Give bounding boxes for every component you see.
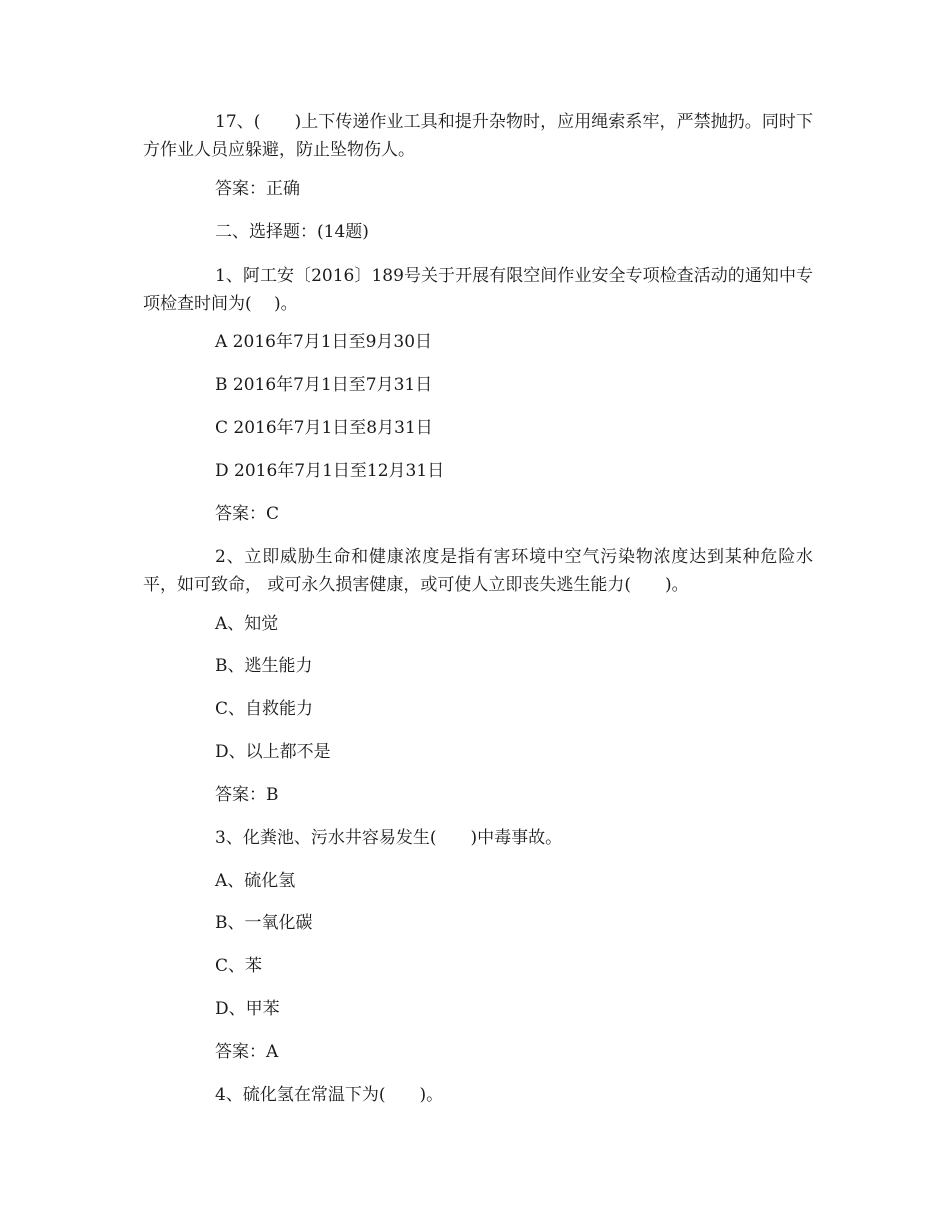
question-3-option-d: D、甲苯	[215, 999, 280, 1019]
question-2-option-d: D、以上都不是	[215, 742, 331, 762]
question-1-option-c: C 2016年7月1日至8月31日	[215, 418, 433, 438]
question-3-answer: 答案：A	[215, 1042, 279, 1062]
question-3-option-a: A、硫化氢	[215, 871, 296, 891]
question-1-option-b: B 2016年7月1日至7月31日	[215, 375, 433, 395]
question-4-stem: 4、硫化氢在常温下为( )。	[215, 1085, 444, 1105]
question-17-true-false: 17、( )上下传递作业工具和提升杂物时，应用绳索系牢，严禁抛扔。同时下方作业人员应躲避，防止坠物伤人。	[143, 112, 813, 160]
section-title: 二、选择题：(14题)	[215, 222, 369, 242]
question-2-option-b: B、逃生能力	[215, 656, 313, 676]
question-1-option-a: A 2016年7月1日至9月30日	[215, 332, 433, 352]
question-1-stem: 1、阿工安〔2016〕189号关于开展有限空间作业安全专项检查活动的通知中专项检查时间为( )。	[143, 266, 813, 314]
question-3-option-b: B、一氧化碳	[215, 913, 313, 933]
question-3-stem: 3、化粪池、污水井容易发生( )中毒事故。	[215, 828, 563, 848]
question-2-option-a: A、知觉	[215, 614, 279, 634]
question-2-option-c: C、自救能力	[215, 699, 314, 719]
question-1-option-d: D 2016年7月1日至12月31日	[215, 461, 445, 481]
question-2-answer: 答案：B	[215, 785, 279, 805]
question-3-option-c: C、苯	[215, 956, 263, 976]
question-1-answer: 答案：C	[215, 504, 280, 524]
question-17-answer: 答案：正确	[215, 179, 300, 199]
question-2-stem: 2、立即威胁生命和健康浓度是指有害环境中空气污染物浓度达到某种危险水平，如可致命， 或可永久损害健康，或可使人立即丧失逃生能力( )。	[143, 547, 813, 595]
